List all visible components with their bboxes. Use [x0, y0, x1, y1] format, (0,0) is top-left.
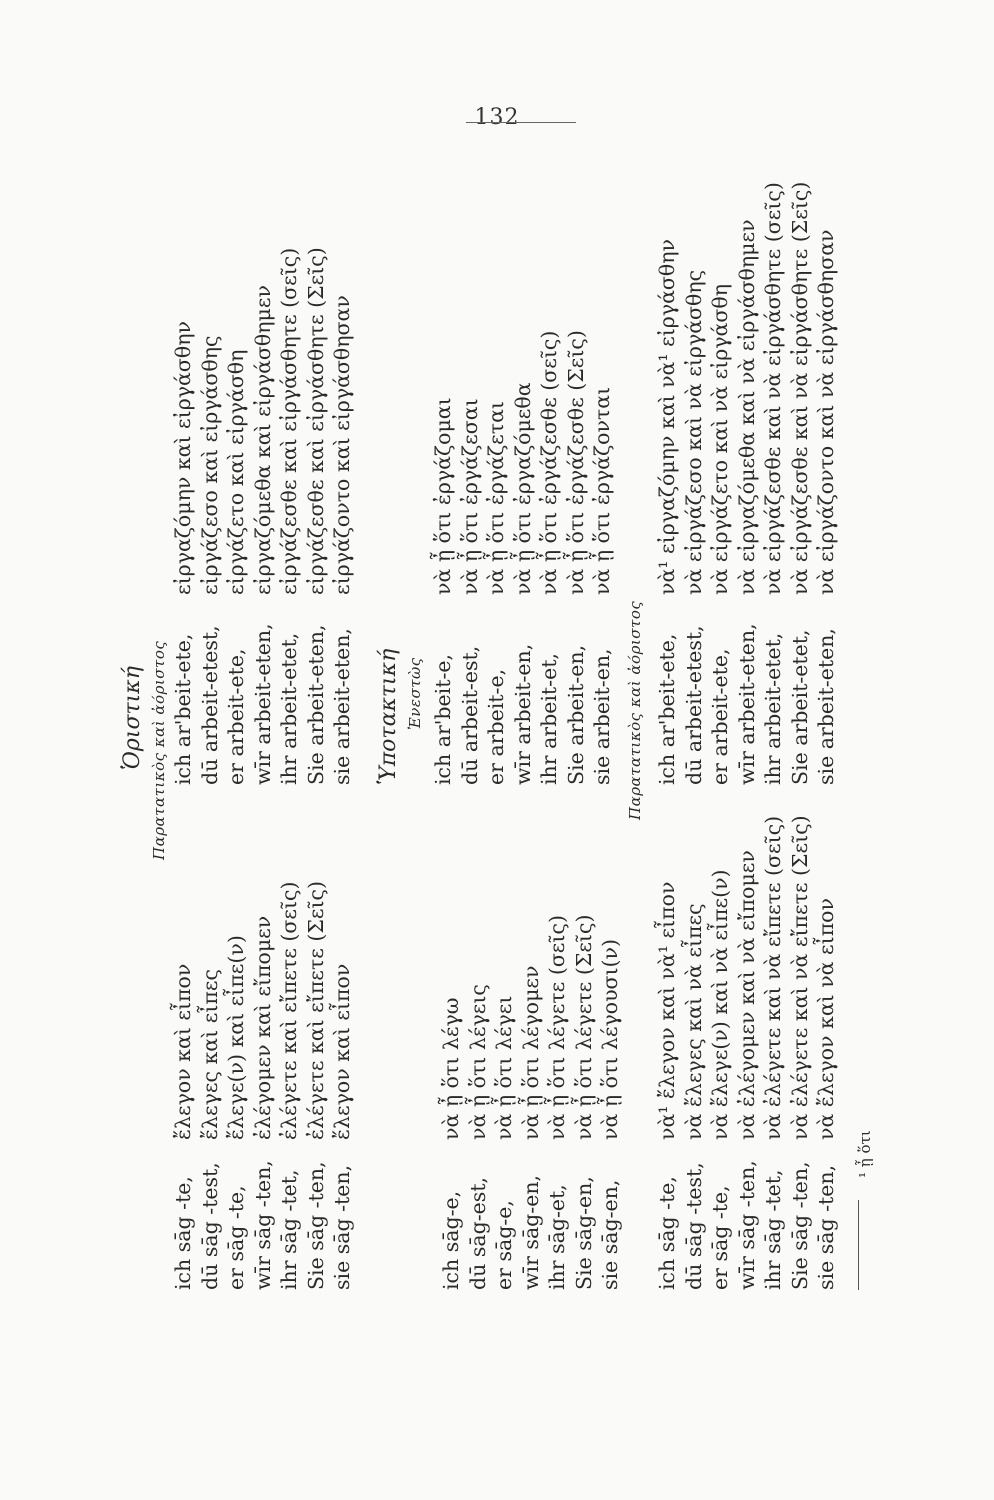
greek-form: νὰ ᾖ ὅτι λέγετε (Σεῖς) — [571, 914, 596, 1140]
footnote: ¹ ᾖ ὅτι — [856, 1130, 874, 1178]
german-form: ich sāg-e, — [439, 1190, 463, 1290]
german-form: Sie sāg -ten, — [787, 1161, 812, 1290]
conjugation-row — [250, 247, 277, 785]
conjugation-row — [563, 330, 590, 785]
conjugation-row — [329, 881, 356, 1290]
german-form: sie arbeit-eten, — [330, 628, 354, 785]
rotated-page-content — [120, 130, 874, 1290]
greek-form: νὰ¹ εἰργαζόμην καὶ νὰ¹ εἰργάσθην — [655, 238, 679, 595]
conjugation-row — [787, 815, 814, 1290]
greek-form: νὰ ᾖ ὅτι λέγουσι(ν) — [598, 938, 622, 1140]
conjugation-row — [654, 182, 681, 785]
conjugation-row — [170, 881, 197, 1290]
greek-form: νὰ ᾖ ὅτι ἐργάζεσθε (Σεῖς) — [563, 330, 588, 595]
german-form: Sie arbeit-eten, — [303, 624, 328, 785]
heading-ypotaktiki: Ὑποτακτική — [376, 648, 401, 785]
german-form: sie arbeit-eten, — [814, 628, 838, 785]
conjugation-row — [250, 881, 277, 1290]
german-form: er arbeit-ete, — [708, 648, 732, 785]
conjugation-row — [276, 881, 303, 1290]
greek-form: νὰ εἰργάζεσο καὶ νὰ εἰργάσθης — [681, 269, 706, 595]
german-form: wīr arbeit-eten, — [734, 623, 759, 785]
heading-paratatikos-aoristos-2: Παρατατικὸς καὶ ἀόριστος — [626, 600, 644, 820]
conjugation-row — [491, 915, 518, 1290]
greek-form: ἐλέγετε καὶ εἴπετε (Σεῖς) — [303, 880, 328, 1140]
german-form: sie sāg -ten, — [330, 1164, 354, 1290]
greek-form: εἰργαζόμεθα καὶ εἰργάσθημεν — [250, 285, 275, 595]
conjugation-row — [597, 915, 624, 1290]
german-form: wīr sāg-en, — [518, 1174, 543, 1290]
german-form: ihr arbeit-etet, — [761, 632, 785, 785]
greek-form: εἰργάζεσθε καὶ εἰργάσθητε (Σεῖς) — [303, 247, 328, 595]
greek-form: νὰ ᾖ ὅτι ἐργάζεσαι — [457, 398, 482, 595]
greek-form: εἰργάζεσθε καὶ εἰργάσθητε (σεῖς) — [277, 247, 301, 595]
conjugation-row — [510, 330, 537, 785]
header-rule — [466, 122, 576, 123]
greek-form: νὰ ᾖ ὅτι ἐργάζεται — [484, 401, 508, 595]
heading-paratatikos-aoristos-1: Παρατατικὸς καὶ ἀόριστος — [150, 640, 168, 860]
german-form: ich ar'beit-ete, — [655, 633, 679, 785]
conjugation-row — [465, 915, 492, 1290]
conjugation-row — [223, 881, 250, 1290]
conjugation-row — [329, 247, 356, 785]
german-form: sie sāg -ten, — [814, 1164, 838, 1290]
conjugation-row — [571, 915, 598, 1290]
german-form: er arbeit-e, — [484, 668, 508, 785]
conjugation-row — [536, 330, 563, 785]
page-number: 132 — [474, 105, 520, 130]
german-form: ich sāg -te, — [171, 1176, 195, 1290]
arbeiten-subjunctive-present-block — [430, 330, 616, 785]
sagen-subjunctive-present-block — [438, 915, 624, 1290]
greek-form: νὰ ᾖ ὅτι λέγει — [492, 995, 516, 1140]
greek-form: νὰ εἰργάζεσθε καὶ νὰ εἰργάσθητε (σεῖς) — [761, 182, 785, 595]
conjugation-row — [813, 182, 840, 785]
greek-form: νὰ ᾖ ὅτι ἐργαζόμεθα — [510, 382, 535, 595]
greek-form: εἰργάζεσο καὶ εἰργάσθης — [197, 335, 222, 595]
german-form: ich ar'beit-ete, — [171, 633, 195, 785]
german-form: ich sāg -te, — [655, 1176, 679, 1290]
conjugation-row — [734, 182, 761, 785]
arbeiten-subjunctive-past-block — [654, 182, 840, 785]
german-form: er sāg-e, — [492, 1200, 516, 1290]
conjugation-row — [483, 330, 510, 785]
greek-form: ἔλεγες καὶ εἶπες — [197, 969, 222, 1140]
greek-form: εἰργαζόμην καὶ εἰργάσθην — [171, 321, 195, 595]
sagen-subjunctive-past-block — [654, 815, 840, 1290]
conjugation-row — [813, 815, 840, 1290]
greek-form: νὰ ἔλεγες καὶ νὰ εἶπες — [681, 903, 706, 1140]
german-form: wīr sāg -ten, — [734, 1160, 759, 1290]
conjugation-row — [707, 182, 734, 785]
greek-form: νὰ ἔλεγον καὶ νὰ εἶπον — [814, 898, 838, 1140]
greek-form: νὰ ᾖ ὅτι λέγομεν — [518, 965, 543, 1140]
german-form: sie arbeit-en, — [590, 648, 614, 785]
greek-form: νὰ εἰργάζετο καὶ νὰ εἰργάσθη — [708, 283, 732, 595]
german-form: Sie sāg-en, — [571, 1176, 596, 1290]
german-form: dū arbeit-etest, — [197, 625, 222, 785]
greek-form: νὰ ᾖ ὅτι ἐργάζεσθε (σεῖς) — [537, 330, 561, 595]
greek-form: εἰργάζοντο καὶ εἰργάσθησαν — [330, 295, 354, 595]
greek-form: νὰ ἐλέγετε καὶ νὰ εἴπετε (σεῖς) — [761, 815, 785, 1140]
german-form: ihr sāg -tet, — [761, 1169, 785, 1290]
german-form: er arbeit-ete, — [224, 648, 248, 785]
german-form: ich ar'beit-e, — [431, 653, 455, 785]
conjugation-row — [760, 815, 787, 1290]
greek-form: νὰ ᾖ ὅτι λέγω — [439, 997, 463, 1140]
german-form: Sie arbeit-etet, — [787, 629, 812, 785]
german-form: ihr arbeit-etet, — [277, 632, 301, 785]
greek-form: νὰ ἐλέγομεν καὶ νὰ εἴπομεν — [734, 850, 759, 1140]
heading-enestos: Ἐνεστὼς — [406, 657, 424, 730]
conjugation-row — [197, 247, 224, 785]
greek-form: νὰ εἰργαζόμεθα καὶ νὰ εἰργάσθημεν — [734, 219, 759, 595]
german-form: dū sāg -test, — [197, 1162, 222, 1290]
greek-form: ἔλεγε(ν) καὶ εἶπε(ν) — [224, 935, 248, 1140]
greek-form: νὰ εἰργάζοντο καὶ νὰ εἰργάσθησαν — [814, 229, 838, 595]
german-form: dū sāg-est, — [465, 1176, 490, 1290]
greek-form: νὰ ᾖ ὅτι ἐργάζονται — [590, 386, 614, 595]
greek-form: ἐλέγετε καὶ εἴπετε (σεῖς) — [277, 881, 301, 1140]
german-form: ihr arbeit-et, — [537, 653, 561, 785]
greek-form: ἐλέγομεν καὶ εἴπομεν — [250, 915, 275, 1140]
conjugation-row — [654, 815, 681, 1290]
arbeiten-indicative-block — [170, 247, 356, 785]
greek-form: ἔλεγον καὶ εἶπον — [171, 963, 195, 1140]
conjugation-row — [457, 330, 484, 785]
greek-form: εἰργάζετο καὶ εἰργάσθη — [224, 349, 248, 595]
conjugation-row — [681, 182, 708, 785]
conjugation-row — [303, 881, 330, 1290]
greek-form: νὰ ἔλεγε(ν) καὶ νὰ εἶπε(ν) — [708, 869, 732, 1140]
german-form: er sāg -te, — [708, 1185, 732, 1290]
greek-form: νὰ εἰργάζεσθε καὶ νὰ εἰργάσθητε (Σεῖς) — [787, 181, 812, 595]
german-form: dū arbeit-etest, — [681, 625, 706, 785]
conjugation-row — [170, 247, 197, 785]
conjugation-row — [681, 815, 708, 1290]
conjugation-row — [707, 815, 734, 1290]
conjugation-row — [430, 330, 457, 785]
german-form: wīr arbeit-en, — [510, 643, 535, 785]
heading-oristiki: Ὁριστική — [120, 666, 145, 770]
conjugation-row — [760, 182, 787, 785]
german-form: dū arbeit-est, — [457, 645, 482, 785]
greek-form: νὰ ᾖ ὅτι λέγετε (σεῖς) — [545, 915, 569, 1140]
german-form: wīr sāg -ten, — [250, 1160, 275, 1290]
greek-form: νὰ ᾖ ὅτι ἐργάζομαι — [431, 397, 455, 595]
greek-form: νὰ¹ ἔλεγον καὶ νὰ¹ εἶπον — [655, 881, 679, 1140]
greek-form: νὰ ἐλέγετε καὶ νὰ εἴπετε (Σεῖς) — [787, 815, 812, 1140]
conjugation-row — [223, 247, 250, 785]
german-form: ihr sāg -tet, — [277, 1169, 301, 1290]
conjugation-row — [734, 815, 761, 1290]
german-form: sie sāg-en, — [598, 1179, 622, 1290]
conjugation-row — [787, 182, 814, 785]
german-form: er sāg -te, — [224, 1185, 248, 1290]
conjugation-row — [589, 330, 616, 785]
greek-form: ἔλεγον καὶ εἶπον — [330, 963, 354, 1140]
german-form: Sie arbeit-en, — [563, 644, 588, 785]
sagen-indicative-block — [170, 881, 356, 1290]
conjugation-row — [438, 915, 465, 1290]
footnote-rule — [858, 1200, 859, 1290]
german-form: ihr sāg-et, — [545, 1184, 569, 1290]
german-form: wīr arbeit-eten, — [250, 623, 275, 785]
conjugation-row — [197, 881, 224, 1290]
greek-form: νὰ ᾖ ὅτι λέγεις — [465, 984, 490, 1140]
conjugation-row — [276, 247, 303, 785]
german-form: Sie sāg -ten, — [303, 1161, 328, 1290]
german-form: dū sāg -test, — [681, 1162, 706, 1290]
conjugation-row — [544, 915, 571, 1290]
conjugation-row — [303, 247, 330, 785]
conjugation-row — [518, 915, 545, 1290]
